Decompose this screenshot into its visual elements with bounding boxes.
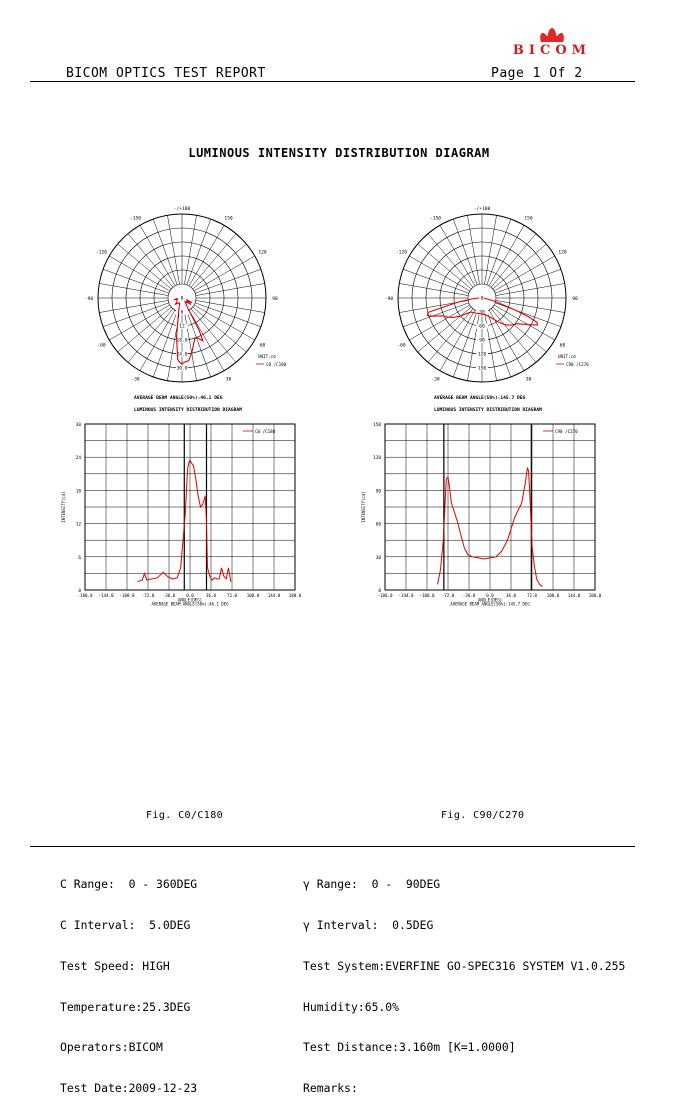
cart-y-tick: 30	[375, 555, 381, 561]
report-title: BICOM OPTICS TEST REPORT	[66, 66, 266, 81]
cart-y-tick: 6	[78, 555, 81, 561]
polar-spoke	[187, 311, 211, 377]
polar-radial-label: 0	[180, 296, 184, 302]
cart-x-tick: 72.0	[526, 593, 538, 598]
polar-spoke	[428, 234, 473, 288]
polar-unit-label: UNIT:cd	[558, 354, 576, 359]
cart-x-tick: 144.0	[267, 593, 281, 598]
polar-top-label: -/+180	[473, 207, 491, 212]
polar-angle-label: -90	[84, 297, 94, 302]
polar-angle-label: 150	[524, 216, 533, 222]
polar-angle-label: -30	[431, 377, 440, 383]
polar-spoke	[196, 300, 265, 312]
polar-spoke	[484, 215, 496, 284]
polar-radial-label: 0	[480, 296, 484, 302]
polar-radial-label: 30	[479, 310, 485, 316]
polar-angle-label: -30	[131, 377, 140, 383]
cart-legend-label: C0 /C180	[255, 429, 276, 434]
polar-radial-label: 24.0	[176, 352, 188, 358]
polar-angle-label: -90	[384, 297, 394, 302]
info-temperature: Temperature:25.3DEG	[60, 999, 191, 1014]
polar-radial-label: 30.0	[176, 366, 188, 372]
page-number: Page 1 Of 2	[491, 66, 583, 81]
cart-y-tick: 12	[75, 522, 81, 528]
cart-x-tick: -108.0	[419, 593, 435, 598]
cart-x-tick: -180.0	[77, 593, 93, 598]
logo-fan-icon	[482, 8, 622, 58]
polar-spoke	[467, 215, 479, 284]
polar-angle-label: -60	[397, 343, 406, 349]
polar-spoke	[453, 311, 477, 377]
polar-spoke	[187, 219, 211, 285]
polar-spoke	[196, 283, 265, 295]
polar-spoke	[153, 311, 177, 377]
cartesian-chart-c90-c270	[355, 418, 615, 610]
polar-spoke	[487, 219, 511, 285]
cart-y-tick: 30	[75, 423, 81, 428]
polar-spoke	[495, 303, 561, 327]
cart-x-tick: -36.0	[462, 593, 476, 598]
cart-x-label: ANGLE(DEG)	[177, 597, 203, 603]
info-test-system: Test System:EVERFINE GO-SPEC316 SYSTEM V1.0.255	[303, 958, 626, 973]
cart-grid	[385, 424, 595, 590]
info-gamma-range: γ Range: 0 - 90DEG	[303, 877, 441, 892]
cart-legend-label: C90 /C270	[555, 429, 578, 434]
polar-svg-c90-c270	[370, 200, 600, 396]
polar-spoke	[403, 269, 469, 293]
test-info-left	[60, 851, 197, 1109]
cart-x-tick: -72.0	[141, 593, 155, 598]
polar-spoke	[403, 303, 469, 327]
polar-spoke	[128, 309, 173, 363]
info-remarks: Remarks:	[303, 1081, 358, 1096]
cart-grid	[85, 424, 295, 590]
polar-radial-label: 90	[479, 338, 485, 344]
header-divider	[30, 81, 635, 82]
polar-spoke	[495, 269, 561, 293]
cartesian-svg-c90-c270	[355, 418, 615, 610]
polar-spoke	[487, 311, 511, 377]
polar-spoke	[153, 219, 177, 285]
cart-x-tick: -144.0	[398, 593, 414, 598]
cart-y-tick: 60	[375, 522, 381, 528]
cart-y-tick: 24	[75, 456, 81, 462]
polar-angle-label: 60	[559, 343, 566, 349]
polar-beam-caption-1: AVERAGE BEAM ANGLE(50%):46.1 DEG	[134, 396, 223, 401]
polar-spoke	[496, 283, 565, 295]
cart-y-tick: 0	[78, 589, 81, 594]
cart-beam-caption: AVERAGE BEAM ANGLE(50%):46.1 DEG	[151, 601, 229, 607]
polar-spoke	[399, 283, 468, 295]
polar-spoke	[193, 244, 247, 289]
polar-unit-label: UNIT:cd	[258, 354, 276, 359]
polar-legend-label: C0 /C180	[266, 362, 287, 367]
cart-x-tick: 72.0	[226, 593, 238, 598]
cart-y-tick: 90	[375, 489, 381, 495]
cart-x-tick: -144.0	[98, 593, 114, 598]
info-gamma-interval: γ Interval: 0.5DEG	[303, 917, 434, 932]
polar-angle-label: 150	[224, 216, 233, 222]
info-test-speed: Test Speed: HIGH	[60, 958, 170, 973]
cart-y-tick: 120	[373, 456, 381, 462]
polar-spoke	[167, 215, 179, 284]
polar-radial-label: 18.0	[176, 338, 188, 344]
polar-angle-label: 120	[258, 250, 267, 256]
cart-x-tick: 180.0	[588, 593, 602, 598]
cart-x-tick: 180.0	[288, 593, 302, 598]
cart-x-tick: -36.0	[162, 593, 176, 598]
polar-spoke	[418, 307, 472, 352]
polar-angle-label: 60	[259, 343, 266, 349]
cart-x-tick: 36.0	[505, 593, 517, 598]
cart-x-tick: 108.0	[246, 593, 260, 598]
polar-angle-label: 30	[525, 377, 532, 383]
polar-spoke	[118, 244, 172, 289]
polar-spoke	[103, 269, 169, 293]
polar-angle-label: -60	[97, 343, 106, 349]
polar-radial-label: 150	[477, 366, 487, 372]
polar-svg-c0-c180	[70, 200, 300, 396]
cart-y-tick: 0	[378, 589, 381, 594]
polar-radial-label: 6	[180, 310, 184, 316]
polar-spoke	[128, 234, 173, 288]
cart-x-tick: -108.0	[119, 593, 135, 598]
polar-chart-c0-c180	[70, 200, 300, 396]
test-info-right	[303, 851, 625, 1109]
polar-radial-label: 120	[477, 352, 487, 358]
polar-spoke	[418, 244, 472, 289]
polar-spoke	[195, 303, 261, 327]
cart-x-label: ANGLE(DEG)	[477, 597, 503, 603]
cart-x-tick: 108.0	[546, 593, 560, 598]
polar-spoke	[99, 283, 168, 295]
cartesian-svg-c0-c180	[55, 418, 315, 610]
polar-angle-label: 30	[225, 377, 232, 383]
figure-label-2: Fig. C90/C270	[441, 810, 525, 821]
cart-x-tick: -180.0	[377, 593, 393, 598]
polar-legend-label: C90 /C270	[566, 362, 589, 367]
cart-y-label: INTENSITY(cd)	[61, 491, 66, 523]
info-humidity: Humidity:65.0%	[303, 999, 400, 1014]
polar-angle-label: 90	[272, 297, 278, 302]
figure-label-1: Fig. C0/C180	[146, 810, 224, 821]
cartesian-title-2: LUMINOUS INTENSITY DISTRIBUTION DIAGRAM	[434, 408, 542, 413]
cartesian-title-1: LUMINOUS INTENSITY DISTRIBUTION DIAGRAM	[134, 408, 242, 413]
cart-y-label: INTENSITY(cd)	[361, 491, 366, 523]
polar-spoke	[453, 219, 477, 285]
polar-angle-label: 90	[572, 297, 578, 302]
footer-divider	[30, 846, 635, 847]
cart-x-tick: 144.0	[567, 593, 581, 598]
polar-spoke	[193, 307, 247, 352]
info-test-date: Test Date:2009-12-23	[60, 1081, 198, 1096]
polar-spoke	[191, 309, 236, 363]
polar-angle-label: -120	[395, 250, 407, 256]
logo-text: BICOM	[512, 43, 592, 58]
polar-radial-label: 60	[479, 324, 485, 330]
cart-x-tick: 0.0	[186, 593, 194, 598]
info-test-distance: Test Distance:3.160m [K=1.0000]	[303, 1040, 516, 1055]
bicom-logo	[482, 8, 622, 58]
polar-chart-c90-c270	[370, 200, 600, 396]
info-c-interval: C Interval: 5.0DEG	[60, 917, 191, 932]
main-title: LUMINOUS INTENSITY DISTRIBUTION DIAGRAM	[188, 146, 490, 160]
polar-spoke	[99, 300, 168, 312]
polar-spoke	[493, 307, 547, 352]
polar-spoke	[195, 269, 261, 293]
polar-spoke	[493, 244, 547, 289]
polar-radial-label: 12	[179, 324, 185, 330]
polar-angle-label: -120	[95, 250, 107, 256]
cart-x-tick: 0.0	[486, 593, 494, 598]
cart-x-tick: 36.0	[205, 593, 217, 598]
polar-spoke	[118, 307, 172, 352]
cart-beam-caption: AVERAGE BEAM ANGLE(50%):145.7 DEG	[450, 601, 530, 607]
polar-top-label: -/+180	[173, 207, 191, 212]
cart-y-tick: 18	[75, 489, 81, 495]
polar-spoke	[103, 303, 169, 327]
polar-beam-caption-2: AVERAGE BEAM ANGLE(50%):145.7 DEG	[434, 396, 526, 401]
polar-angle-label: 120	[558, 250, 567, 256]
polar-angle-label: -150	[129, 216, 142, 222]
polar-spoke	[184, 215, 196, 284]
polar-angle-label: -150	[429, 216, 442, 222]
cart-x-tick: -72.0	[441, 593, 455, 598]
info-c-range: C Range: 0 - 360DEG	[60, 877, 198, 892]
info-operators: Operators:BICOM	[60, 1040, 163, 1055]
cart-y-tick: 150	[373, 423, 381, 428]
polar-spoke	[491, 234, 536, 288]
polar-spoke	[191, 234, 236, 288]
cartesian-chart-c0-c180	[55, 418, 315, 610]
